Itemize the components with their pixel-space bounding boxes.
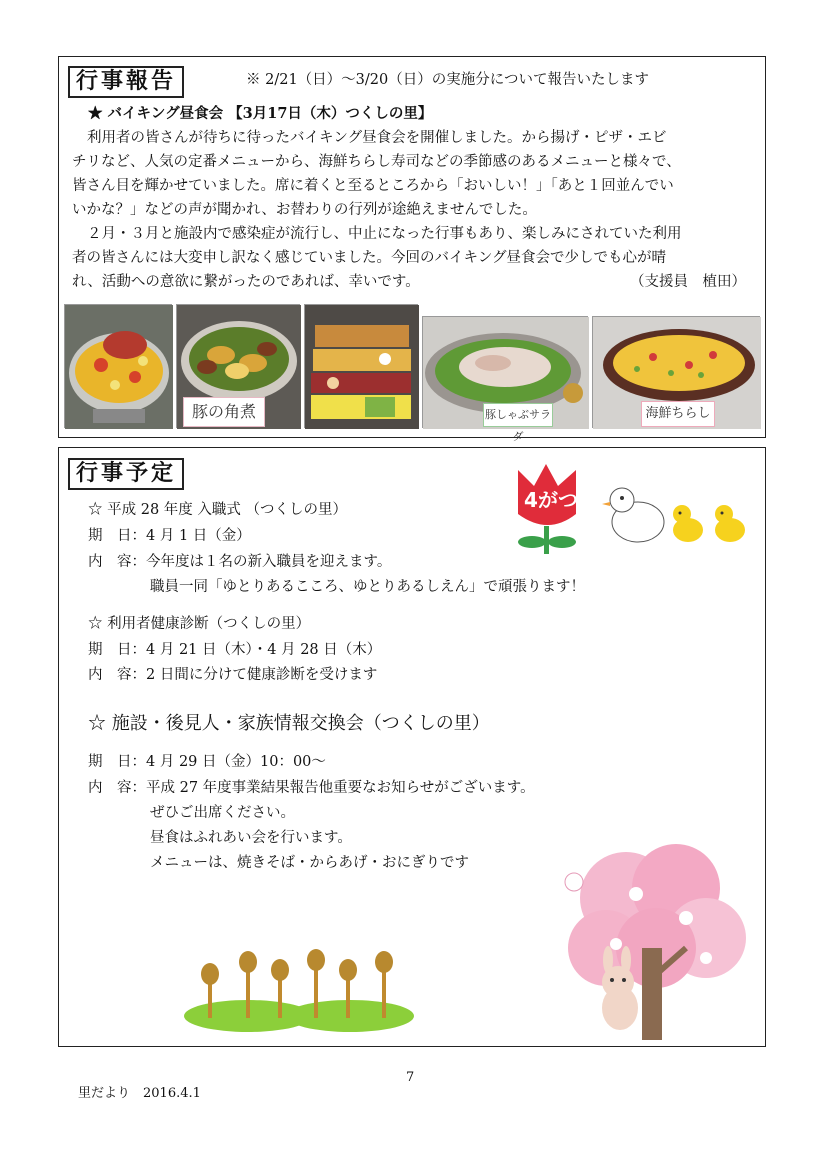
report-signature: （支援員 植田） xyxy=(630,274,746,290)
report-para1-line3: 皆さん目を輝かせていました。席に着くと至るところから「おいしい！」「あと１回並んでい xyxy=(72,178,674,194)
cherry-tree-illustration xyxy=(556,848,756,1044)
photo-label-salad: 豚しゃぶサラダ xyxy=(483,403,553,427)
photo-label-kakuni: 豚の角煮 xyxy=(183,397,265,427)
food-photo-3-image xyxy=(305,305,419,429)
event3-content3: 昼食はふれあい会を行います。 xyxy=(150,830,352,846)
report-para1-line1: 利用者の皆さんが待ちに待ったバイキング昼食会を開催しました。から揚げ・ピザ・エビ xyxy=(87,130,667,146)
event2-date: 期 日：4 月 21 日（木）・4 月 28 日（木） xyxy=(88,642,382,658)
event3-content1: 内 容：平成 27 年度事業結果報告他重要なお知らせがございます。 xyxy=(88,780,535,796)
publication-date: 里だより 2016.4.1 xyxy=(78,1086,201,1101)
report-para1-line2: チリなど、人気の定番メニューから、海鮮ちらし寿司などの季節感のあるメニューと様々で、 xyxy=(72,154,681,170)
report-para2-line1: ２月・３月と施設内で感染症が流行し、中止になった行事もあり、楽しみにされていた利用 xyxy=(87,226,682,242)
event1-content2: 職員一同「ゆとりあるこころ、ゆとりあるしえん」で頑張ります！ xyxy=(150,579,585,595)
report-para2-line2: 者の皆さんには大変申し訳なく感じていました。今回のバイキング昼食会で少しでも心が晴 xyxy=(72,250,667,266)
event1-date: 期 日：4 月 1 日（金） xyxy=(88,528,251,544)
food-photo-3 xyxy=(304,304,418,428)
event3-title: ☆ 施設・後見人・家族情報交換会（つくしの里） xyxy=(88,713,490,734)
food-photo-2 xyxy=(176,304,300,428)
april-badge: 4がつ xyxy=(524,488,578,512)
chick-icon xyxy=(673,505,745,542)
cherry-tree-icon xyxy=(565,844,746,1040)
report-note: ※ 2/21（日）～3/20（日）の実施分について報告いたします xyxy=(246,72,649,88)
schedule-heading: 行事予定 xyxy=(68,458,184,490)
page-number: 7 xyxy=(406,1070,415,1085)
photo-label-chirashi: 海鮮ちらし xyxy=(641,401,715,427)
event1-content1: 内 容：今年度は１名の新入職員を迎えます。 xyxy=(88,554,392,570)
report-heading: 行事報告 xyxy=(68,66,184,98)
event3-date: 期 日：4 月 29 日（金）10：00～ xyxy=(88,754,326,770)
food-photo-1 xyxy=(64,304,172,428)
event2-title: ☆ 利用者健康診断（つくしの里） xyxy=(88,616,311,632)
event3-content4: メニューは、焼きそば・からあげ・おにぎりです xyxy=(150,855,469,871)
tsukushi-illustration xyxy=(180,950,420,1038)
food-photo-1-image xyxy=(65,305,173,429)
event2-content1: 内 容：2 日間に分けて健康診断を受けます xyxy=(88,667,378,683)
food-photo-4 xyxy=(422,316,588,443)
white-bird-icon xyxy=(602,488,664,542)
report-para1-line4: いかな？」などの声が聞かれ、お替わりの行列が途絶えませんでした。 xyxy=(72,202,537,218)
event3-content2: ぜひご出席ください。 xyxy=(150,805,295,821)
report-para2-line3: れ、活動への意欲に繋がったのであれば、幸いです。 xyxy=(72,274,420,290)
food-photo-5 xyxy=(592,316,760,428)
event1-title: ☆ 平成 28 年度 入職式 （つくしの里） xyxy=(88,502,347,518)
event-title: ★ バイキング昼食会 【3月17日（木）つくしの里】 xyxy=(88,105,433,122)
